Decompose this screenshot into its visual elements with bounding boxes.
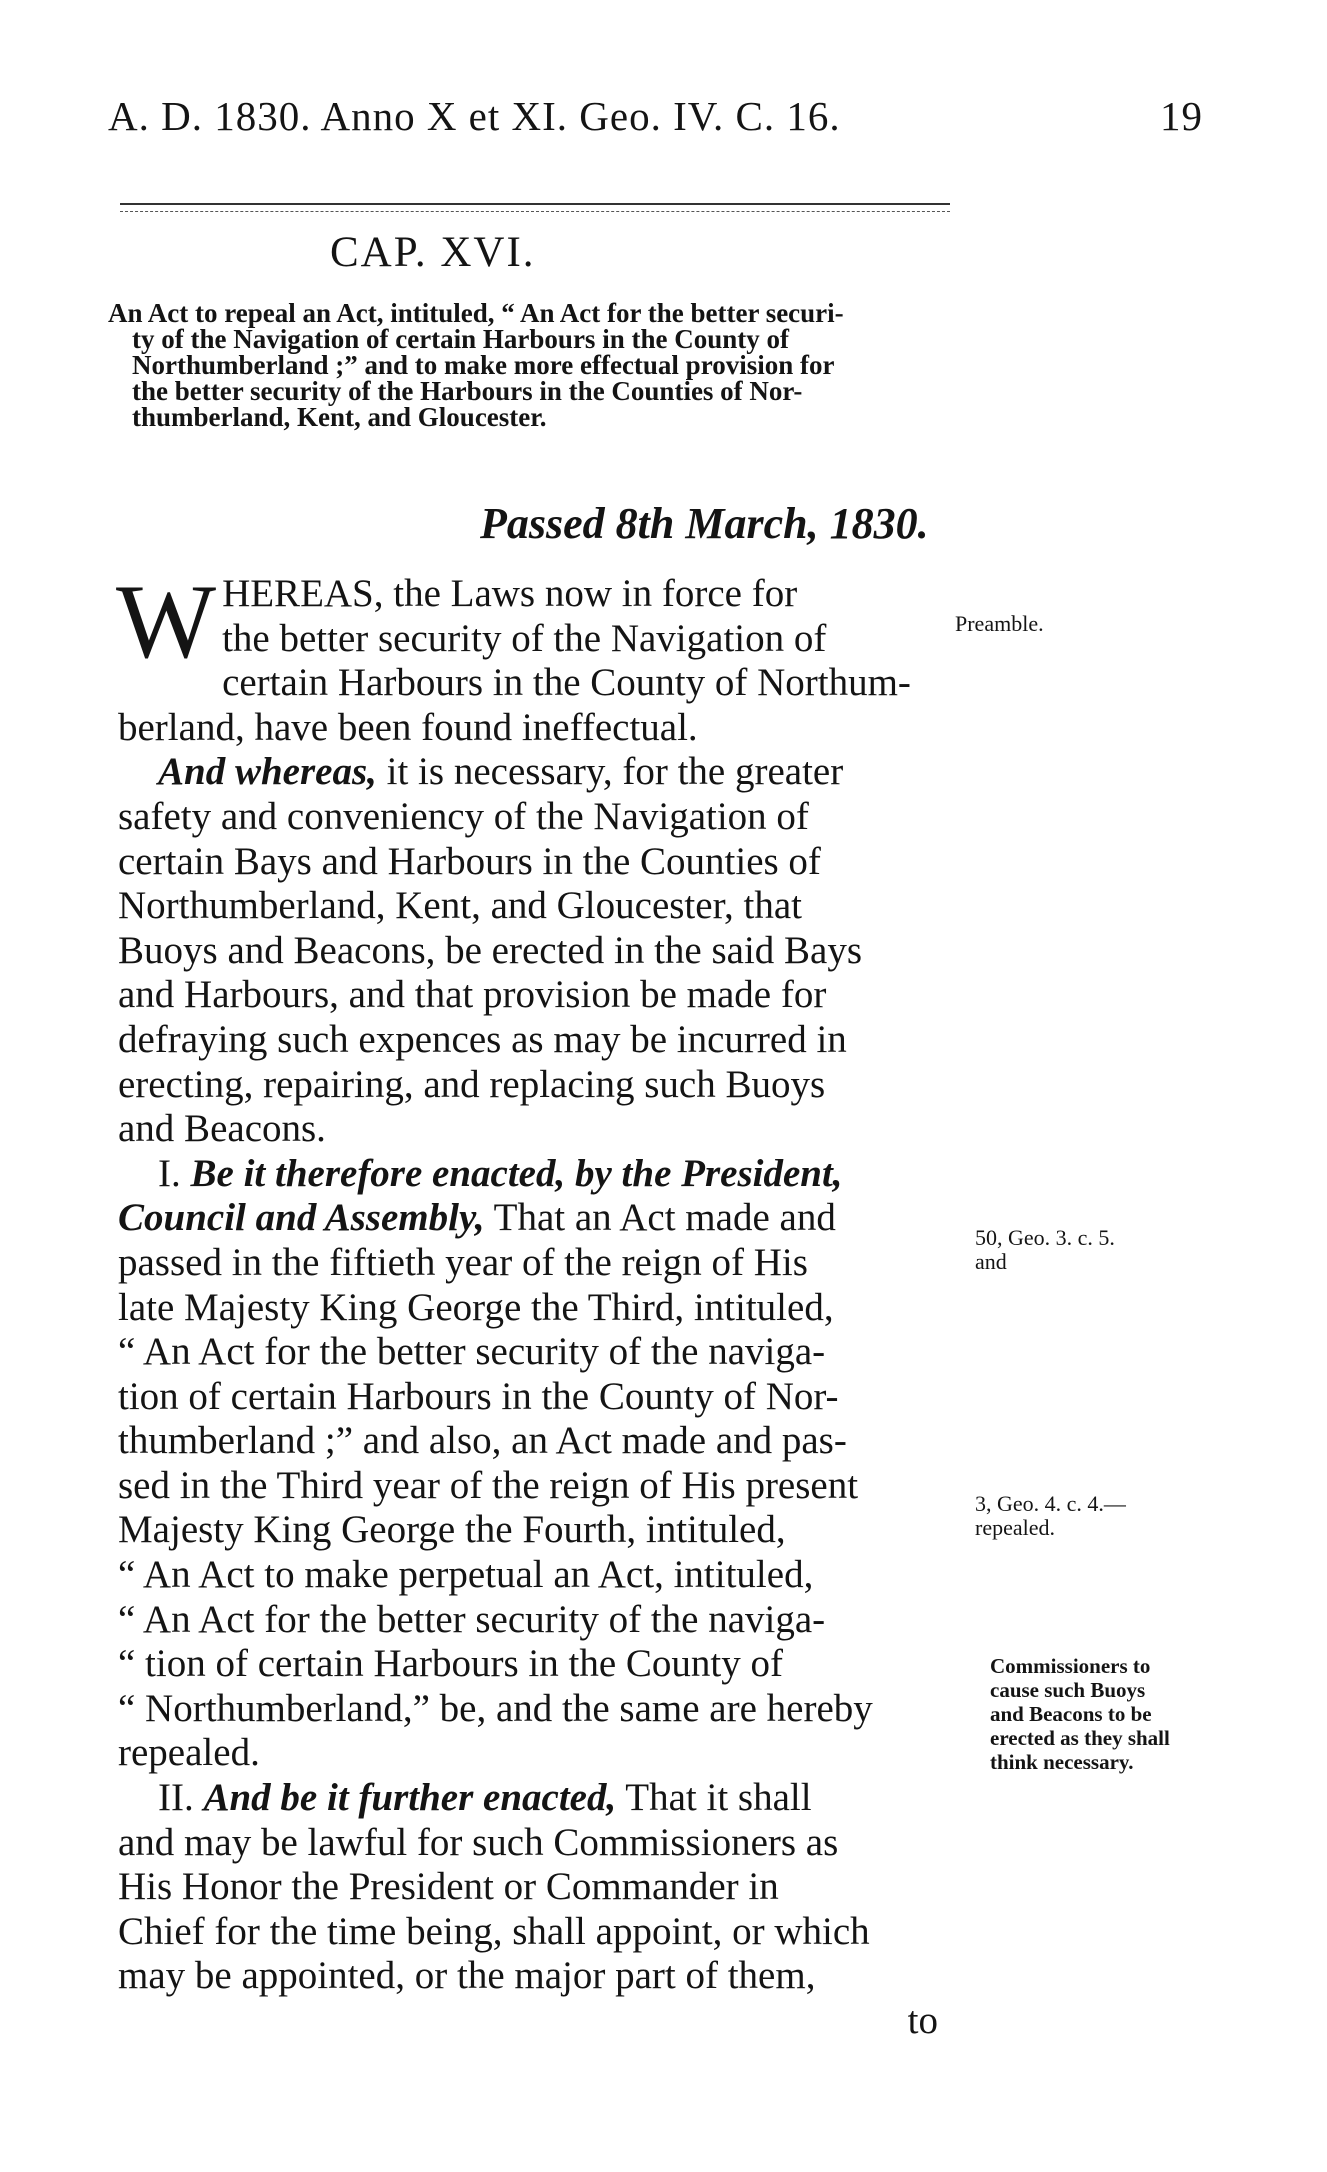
passed-date: Passed 8th March, 1830. [480, 499, 929, 548]
margin-note-line: and [975, 1249, 1007, 1274]
section-2-rest: That it shall [616, 1776, 812, 1820]
section-1-rest: That an Act made and [484, 1196, 836, 1240]
margin-note-commissioners [990, 1654, 1170, 1774]
margin-note-citation-2 [975, 1492, 1126, 1540]
body-line: late Majesty King George the Third, intituled, [118, 1285, 834, 1329]
margin-note-line: and Beacons to be [990, 1702, 1152, 1726]
section-number: II. [158, 1776, 194, 1820]
body-line: and Beacons. [118, 1107, 326, 1151]
long-title-line: ty of the Navigation of certain Harbours in the County of [132, 324, 789, 354]
margin-note-line: Commissioners to [990, 1654, 1151, 1678]
act-body [116, 563, 958, 2044]
long-title-line: thumberland, Kent, and Gloucester. [132, 402, 547, 432]
body-line: berland, have been found ineffectual. [118, 705, 698, 749]
long-title-line: An Act to repeal an Act, intituled, “ An Act for the better securi- [108, 298, 844, 328]
body-line: and may be lawful for such Commissioners as [118, 1820, 839, 1864]
body-line: certain Harbours in the County of Northum- [222, 661, 911, 705]
body-line: safety and conveniency of the Navigation of [118, 794, 809, 838]
body-line: certain Bays and Harbours in the Counties of [118, 839, 821, 883]
section-1-second-line [118, 1196, 958, 1241]
body-line: “ An Act to make perpetual an Act, intituled, [118, 1553, 814, 1597]
margin-note-line: 50, Geo. 3. c. 5. [975, 1225, 1115, 1250]
section-number: I. [158, 1151, 181, 1195]
section-1-first-line [118, 1152, 958, 1197]
margin-note-preamble: Preamble. [955, 611, 1044, 636]
margin-note-line: repealed. [975, 1515, 1055, 1540]
act-long-title [108, 300, 968, 430]
enacting-clause-cont: Council and Assembly, [118, 1196, 485, 1240]
body-line: “ tion of certain Harbours in the County of [118, 1642, 783, 1686]
chapter-heading: CAP. XVI. [330, 229, 536, 276]
body-line: and Harbours, and that provision be made for [118, 973, 827, 1017]
body-line: tion of certain Harbours in the County of Nor- [118, 1374, 839, 1418]
body-line: “ Northumberland,” be, and the same are hereby [118, 1686, 873, 1730]
page-number: 19 [1160, 93, 1203, 139]
body-line: the better security of the Navigation of [222, 616, 827, 660]
margin-note-line: erected as they shall [990, 1726, 1170, 1750]
body-line: erecting, repairing, and replacing such Buoys [118, 1062, 826, 1106]
body-line: repealed. [118, 1731, 260, 1775]
margin-note-line: 3, Geo. 4. c. 4.— [975, 1491, 1126, 1516]
whereas-first-line [118, 750, 958, 795]
body-line: sed in the Third year of the reign of His present [118, 1463, 859, 1507]
body-line: Majesty King George the Fourth, intituled, [118, 1508, 786, 1552]
drop-cap: W [116, 563, 217, 680]
body-line: HEREAS, the Laws now in force for [222, 572, 798, 615]
header-rule [120, 203, 950, 205]
body-line: may be appointed, or the major part of them, [118, 1954, 816, 1998]
running-head [108, 92, 1203, 140]
body-line: “ An Act for the better security of the naviga- [118, 1597, 826, 1641]
long-title-line: the better security of the Harbours in the Counties of Nor- [132, 376, 803, 406]
whereas-first-rest: it is necessary, for the greater [376, 750, 844, 794]
running-head-text: A. D. 1830. Anno X et XI. Geo. IV. C. 16. [108, 93, 841, 139]
enacting-clause: And be it further enacted, [203, 1776, 617, 1820]
whereas-lead: And whereas, [158, 750, 377, 794]
body-line: His Honor the President or Commander in [118, 1865, 779, 1909]
body-line: Buoys and Beacons, be erected in the said Bays [118, 928, 863, 972]
body-line: defraying such expences as may be incurred in [118, 1017, 847, 1061]
catchword: to [907, 1999, 938, 2042]
margin-note-line: think necessary. [990, 1750, 1134, 1774]
body-line: passed in the fiftieth year of the reign of His [118, 1240, 808, 1284]
enacting-clause: Be it therefore enacted, by the President, [190, 1151, 843, 1195]
section-2-first-line [118, 1776, 958, 1821]
body-line: Chief for the time being, shall appoint, or which [118, 1909, 870, 1953]
header-rule-dashed [120, 211, 950, 212]
margin-note-citation-1 [975, 1226, 1115, 1274]
margin-note-line: cause such Buoys [990, 1678, 1146, 1702]
long-title-line: Northumberland ;” and to make more effectual provision for [132, 350, 835, 380]
body-line: thumberland ;” and also, an Act made and pas- [118, 1419, 847, 1463]
body-line: “ An Act for the better security of the naviga- [118, 1330, 826, 1374]
body-line: Northumberland, Kent, and Gloucester, that [118, 884, 802, 928]
